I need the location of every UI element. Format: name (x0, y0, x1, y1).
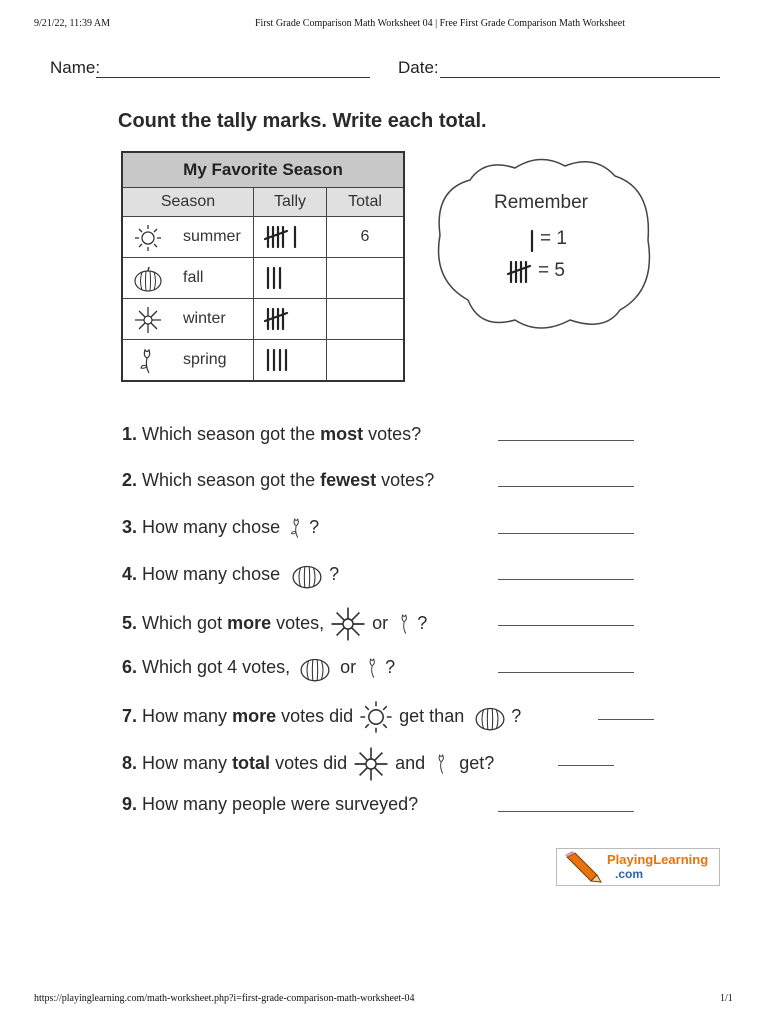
snowflake-icon (352, 745, 390, 783)
answer-line-8[interactable] (558, 765, 614, 766)
total-cell-fall[interactable] (327, 258, 405, 299)
answer-line-4[interactable] (498, 579, 634, 580)
season-label-spring: spring (183, 351, 227, 368)
logo-domain: .com (615, 867, 644, 881)
question-bold: more (227, 612, 272, 633)
question-text: votes did (270, 752, 348, 773)
season-label-fall: fall (183, 269, 204, 286)
answer-line-2[interactable] (498, 486, 634, 487)
answer-line-6[interactable] (498, 672, 634, 673)
total-cell-spring[interactable] (327, 340, 405, 382)
question-number: 4. (122, 563, 138, 584)
question-text: votes? (363, 424, 422, 444)
remember-title: Remember (494, 192, 588, 213)
sun-icon (358, 699, 394, 735)
table-title: My Favorite Season (122, 152, 404, 188)
sun-icon (133, 223, 163, 253)
question-5 (122, 605, 427, 643)
remember-line-five: = 5 (538, 260, 565, 281)
question-text: get? (459, 752, 495, 773)
season-label-winter: winter (183, 310, 226, 327)
five-tally-icon (506, 260, 534, 284)
season-label-summer: summer (183, 228, 241, 245)
date-field[interactable] (440, 77, 720, 78)
table-row (122, 217, 404, 258)
logo-text: PlayingLearning (607, 852, 709, 867)
snowflake-icon (133, 305, 163, 335)
remember-cloud (430, 150, 658, 336)
print-datetime: 9/21/22, 11:39 AM (34, 18, 111, 29)
question-2 (122, 470, 434, 491)
question-text: votes did (276, 705, 354, 726)
question-number: 1. (122, 424, 138, 444)
answer-line-9[interactable] (498, 811, 634, 812)
question-text: votes? (376, 470, 435, 490)
question-text: How many chose (142, 516, 281, 537)
question-bold: total (232, 752, 271, 773)
footer-url: https://playinglearning.com/math-worksheet.php?i=first-grade-comparison-math-worksheet-04 (34, 993, 415, 1004)
pumpkin-icon (285, 559, 329, 591)
snowflake-icon (329, 605, 367, 643)
question-text: ? (511, 705, 522, 726)
question-text: Which season got the (142, 424, 321, 444)
answer-line-1[interactable] (498, 440, 634, 441)
question-text: and (395, 752, 426, 773)
print-page-title: First Grade Comparison Math Worksheet 04 | Free First Grade Comparison Math Worksheet (255, 18, 625, 29)
col-header-tally: Tally (254, 188, 327, 217)
tally-marks-fall (264, 266, 308, 290)
total-cell-summer[interactable]: 6 (327, 217, 405, 258)
question-9 (122, 794, 418, 815)
tulip-icon (133, 346, 163, 376)
table-row (122, 299, 404, 340)
question-text: How many chose (142, 563, 281, 584)
question-text: get than (399, 705, 465, 726)
question-text: How many people were surveyed? (142, 794, 419, 814)
table-row (122, 258, 404, 299)
pumpkin-icon (469, 701, 511, 733)
pencil-icon (563, 851, 603, 883)
tally-marks-spring (264, 348, 308, 372)
table-row (122, 340, 404, 382)
question-bold: more (232, 705, 277, 726)
total-cell-winter[interactable] (327, 299, 405, 340)
question-text: ? (329, 563, 340, 584)
date-label: Date: (398, 58, 439, 77)
pumpkin-icon (133, 264, 163, 294)
pumpkin-icon (295, 652, 335, 684)
tulip-icon (393, 609, 417, 639)
question-text: ? (417, 612, 428, 633)
question-number: 6. (122, 656, 138, 677)
question-bold: fewest (320, 470, 377, 490)
question-number: 2. (122, 470, 138, 490)
playinglearning-logo[interactable] (556, 848, 720, 886)
name-label: Name: (50, 58, 101, 77)
tally-marks-winter (264, 307, 308, 331)
question-bold: most (320, 424, 364, 444)
question-number: 3. (122, 516, 138, 537)
answer-line-3[interactable] (498, 533, 634, 534)
answer-line-7[interactable] (598, 719, 654, 720)
tulip-icon (430, 749, 454, 779)
question-text: ? (309, 516, 320, 537)
question-number: 7. (122, 705, 138, 726)
col-header-season: Season (122, 188, 254, 217)
question-text: How many (142, 705, 233, 726)
question-4 (122, 559, 339, 591)
question-text: ? (385, 656, 396, 677)
question-text: How many (142, 752, 233, 773)
question-number: 5. (122, 612, 138, 633)
single-tally-icon (528, 230, 536, 252)
question-8 (122, 745, 494, 783)
question-number: 9. (122, 794, 138, 814)
question-text: votes, (271, 612, 325, 633)
remember-line-one: = 1 (540, 228, 567, 249)
tulip-icon (285, 513, 309, 543)
question-text: Which got 4 votes, (142, 656, 291, 677)
col-header-total: Total (327, 188, 405, 217)
tally-marks-summer (264, 225, 308, 249)
tulip-icon (361, 653, 385, 683)
question-text: or (340, 656, 357, 677)
question-6 (122, 652, 395, 684)
footer-page-number: 1/1 (720, 993, 733, 1004)
question-3 (122, 513, 319, 543)
question-text: Which got (142, 612, 228, 633)
favorite-season-table (121, 151, 405, 382)
question-number: 8. (122, 752, 138, 773)
question-7 (122, 699, 521, 735)
question-text: or (372, 612, 389, 633)
question-text: Which season got the (142, 470, 321, 490)
question-1 (122, 424, 421, 445)
instruction-heading: Count the tally marks. Write each total. (118, 110, 487, 132)
answer-line-5[interactable] (498, 625, 634, 626)
name-field[interactable] (96, 77, 370, 78)
